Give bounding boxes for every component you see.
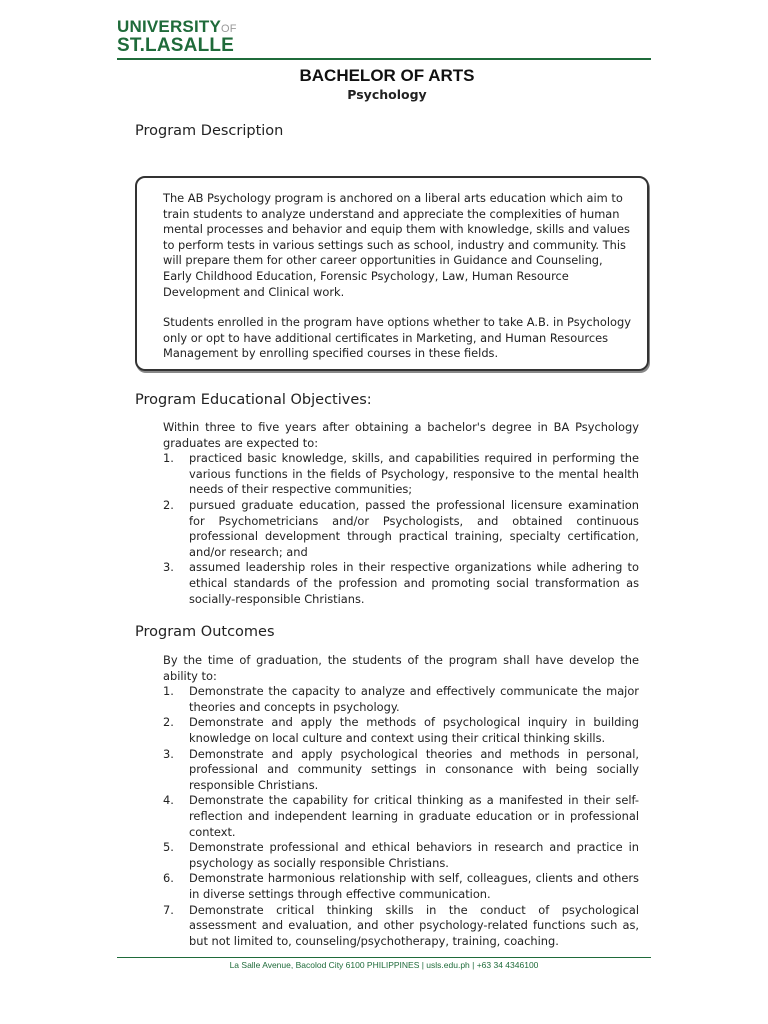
document-subtitle: Psychology [347,87,427,102]
objective-item-1 [163,451,639,498]
outcome-item-7 [163,903,639,950]
objectives-intro: Within three to five years after obtaining a bachelor's degree in BA Psychology graduates are expected to: [163,420,639,450]
objective-item-3 [163,560,639,607]
list-item-text: Demonstrate professional and ethical behaviors in research and practice in psychology as socially responsible Christians. [189,840,639,870]
description-paragraph-1: The AB Psychology program is anchored on a liberal arts education which aim to train students to analyze understand and appreciate the complexities of human mental processes and behavior and equip them with knowledge, skills and values to perform tests in various settings such as school, industry and community. This will prepare them for other career opportunities in Guidance and Counseling, Early Childhood Education, Forensic Psychology, Law, Human Resource Development and Clinical work. [163,191,630,299]
outcome-item-4 [163,793,639,840]
outcome-item-1 [163,684,639,715]
list-number: 1. [163,451,174,466]
footer-contact-info: La Salle Avenue, Bacolod City 6100 PHILIPPINES | usls.edu.ph | +63 34 4346100 [229,960,539,970]
list-number: 3. [163,560,174,575]
list-item-text: assumed leadership roles in their respective organizations while adhering to ethical standards of the profession and promoting social transformation as socially-responsible Christians. [189,560,639,606]
list-item-text: Demonstrate and apply the methods of psychological inquiry in building knowledge on local culture and context using their critical thinking skills. [189,715,639,745]
list-item-text: Demonstrate the capacity to analyze and effectively communicate the major theories and concepts in psychology. [189,684,639,714]
list-number: 4. [163,793,174,808]
list-item-text: Demonstrate harmonious relationship with self, colleagues, clients and others in diverse settings through effective communication. [189,871,639,901]
program-description-heading: Program Description [135,123,284,139]
outcome-item-2 [163,715,639,746]
university-logo [117,18,237,55]
logo-line-university [117,18,237,35]
program-outcomes-heading: Program Outcomes [135,624,275,640]
list-item-text: pursued graduate education, passed the professional licensure examination for Psychometricians and/or Psychologists, and obtained continuous professional development through practical training, specialty certification, and/or research; and [189,497,639,559]
logo-university-text: UNIVERSITY [117,17,222,36]
objectives-list [163,451,639,607]
document-title: BACHELOR OF ARTS [299,66,475,85]
educational-objectives-heading: Program Educational Objectives: [135,392,372,408]
objective-item-2 [163,498,639,560]
description-paragraph-2: Students enrolled in the program have options whether to take A.B. in Psychology only or opt to have additional certificates in Marketing, and Human Resources Management by enrolling specified courses in these fields. [163,315,631,361]
educational-objectives-block [163,420,639,607]
outcome-item-5 [163,840,639,871]
logo-line-st-lasalle: ST.LASALLE [117,35,235,56]
list-number: 5. [163,840,174,855]
list-number: 2. [163,497,174,512]
list-number: 3. [163,746,174,761]
outcome-item-3 [163,747,639,794]
footer-divider [117,957,651,958]
outcomes-list [163,684,639,949]
logo-of-text: OF [221,23,237,35]
list-item-text: Demonstrate and apply psychological theories and methods in personal, professional and community settings in consonance with being socially responsible Christians. [189,746,639,792]
list-number: 1. [163,684,174,699]
outcomes-intro: By the time of graduation, the students of the program shall have develop the ability to: [163,653,639,683]
list-item-text: practiced basic knowledge, skills, and capabilities required in performing the various functions in the fields of Psychology, responsive to the mental health needs of their respective communities; [189,451,639,497]
list-item-text: Demonstrate the capability for critical thinking as a manifested in their self-reflection and independent learning in graduate education or in professional context. [189,793,639,839]
list-number: 7. [163,902,174,917]
outcome-item-6 [163,871,639,902]
list-item-text: Demonstrate critical thinking skills in the conduct of psychological assessment and evaluation, and other psychology-related functions such as, but not limited to, counseling/psychotherapy, training, coaching. [189,902,639,948]
program-description-box [135,176,649,371]
list-number: 6. [163,871,174,886]
program-outcomes-block [163,653,639,949]
list-number: 2. [163,715,174,730]
header-divider [117,58,651,60]
